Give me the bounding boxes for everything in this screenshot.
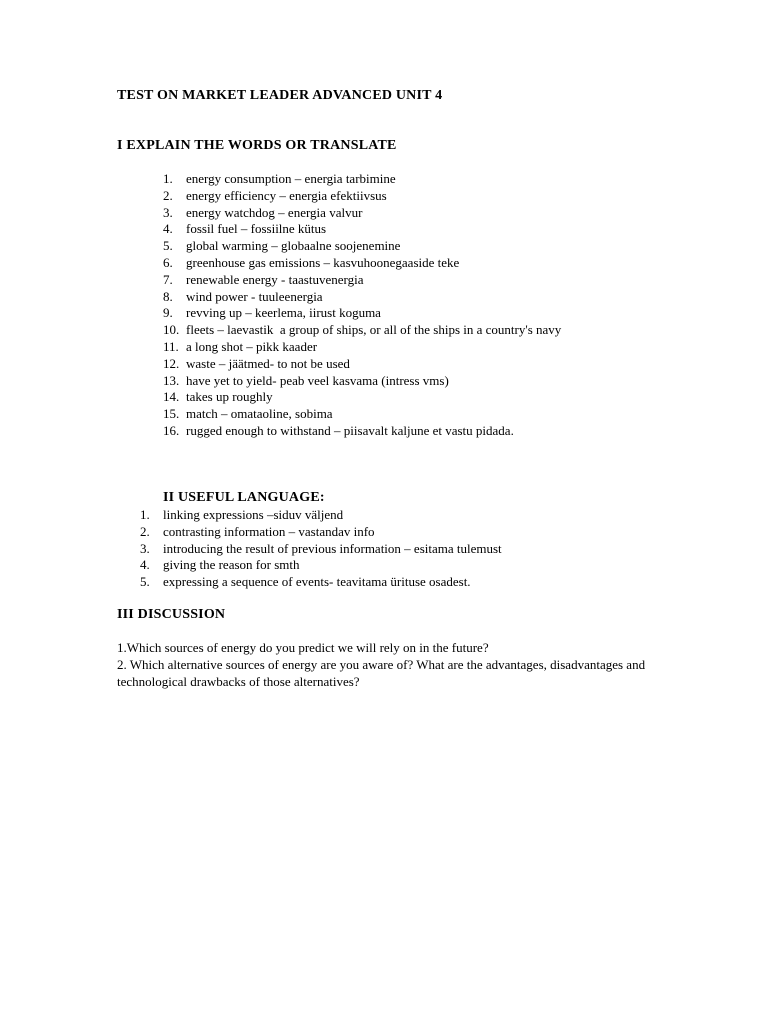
item-number: 2. (163, 187, 173, 203)
item-number: 4. (140, 557, 150, 573)
list-item (140, 507, 502, 524)
list-item (163, 356, 561, 373)
item-number: 6. (163, 254, 173, 270)
list-item (163, 188, 561, 205)
item-text: rugged enough to withstand – piisavalt kaljune et vastu pidada. (186, 422, 514, 438)
item-text: energy watchdog – energia valvur (186, 204, 363, 220)
item-number: 5. (163, 238, 173, 254)
item-number: 5. (140, 574, 150, 590)
list-item (140, 524, 502, 541)
item-number: 8. (163, 288, 173, 304)
item-number: 13. (163, 372, 180, 388)
item-text: global warming – globaalne soojenemine (186, 238, 401, 254)
item-number: 11. (163, 338, 179, 354)
item-number: 16. (163, 422, 180, 438)
list-item (163, 289, 561, 306)
item-number: 15. (163, 406, 180, 422)
list-item (163, 406, 561, 423)
item-number: 1. (140, 507, 150, 522)
item-text: fossil fuel – fossiilne kütus (186, 221, 327, 237)
item-text: revving up – keerlema, iirust koguma (186, 305, 381, 321)
item-text: giving the reason for smth (163, 557, 300, 573)
item-text: contrasting information – vastandav info (163, 523, 375, 539)
item-number: 14. (163, 389, 180, 405)
item-text: match – omataoline, sobima (186, 406, 333, 422)
item-text: have yet to yield- peab veel kasvama (intress vms) (186, 372, 449, 388)
list-item (163, 171, 561, 188)
section-heading-discussion: III DISCUSSION (117, 607, 226, 622)
item-number: 4. (163, 221, 173, 237)
item-text: waste – jäätmed- to not be used (186, 355, 350, 371)
item-text: wind power - tuuleenergia (186, 288, 323, 304)
item-text: introducing the result of previous information – esitama tulemust (163, 540, 502, 556)
list-item (163, 322, 561, 339)
vocabulary-list (163, 171, 561, 440)
item-text: expressing a sequence of events- teavitama ürituse osadest. (163, 574, 471, 590)
item-number: 10. (163, 322, 180, 338)
item-text: renewable energy - taastuvenergia (186, 271, 364, 287)
item-text: energy efficiency – energia efektiivsus (186, 187, 387, 203)
discussion-question-2: 2. Which alternative sources of energy are you aware of? What are the advantages, disadvantages and technological drawbacks of those alternatives? (117, 657, 646, 689)
list-item (140, 574, 502, 591)
discussion-question-1: 1.Which sources of energy do you predict we will rely on in the future? (117, 640, 489, 655)
list-item (140, 557, 502, 574)
document-title: TEST ON MARKET LEADER ADVANCED UNIT 4 (117, 88, 443, 103)
list-item (163, 423, 561, 440)
item-number: 2. (140, 523, 150, 539)
list-item (163, 238, 561, 255)
list-item (163, 255, 561, 272)
section-heading-useful-language: II USEFUL LANGUAGE: (163, 490, 325, 505)
item-text: fleets – laevastik a group of ships, or all of the ships in a country's navy (186, 322, 562, 338)
list-item (163, 389, 561, 406)
item-number: 1. (163, 171, 173, 186)
item-text: linking expressions –siduv väljend (163, 507, 344, 522)
item-text: energy consumption – energia tarbimine (186, 171, 396, 186)
item-text: a long shot – pikk kaader (186, 338, 318, 354)
list-item (163, 272, 561, 289)
item-number: 3. (140, 540, 150, 556)
item-number: 9. (163, 305, 173, 321)
item-number: 12. (163, 355, 180, 371)
item-number: 3. (163, 204, 173, 220)
list-item (163, 205, 561, 222)
list-item (163, 373, 561, 390)
list-item (163, 221, 561, 238)
item-number: 7. (163, 271, 173, 287)
item-text: greenhouse gas emissions – kasvuhoonegaaside teke (186, 254, 460, 270)
list-item (163, 339, 561, 356)
list-item (140, 541, 502, 558)
list-item (163, 305, 561, 322)
section-heading-explain: I EXPLAIN THE WORDS OR TRANSLATE (117, 138, 397, 153)
item-text: takes up roughly (186, 389, 273, 405)
useful-language-list (140, 507, 502, 591)
